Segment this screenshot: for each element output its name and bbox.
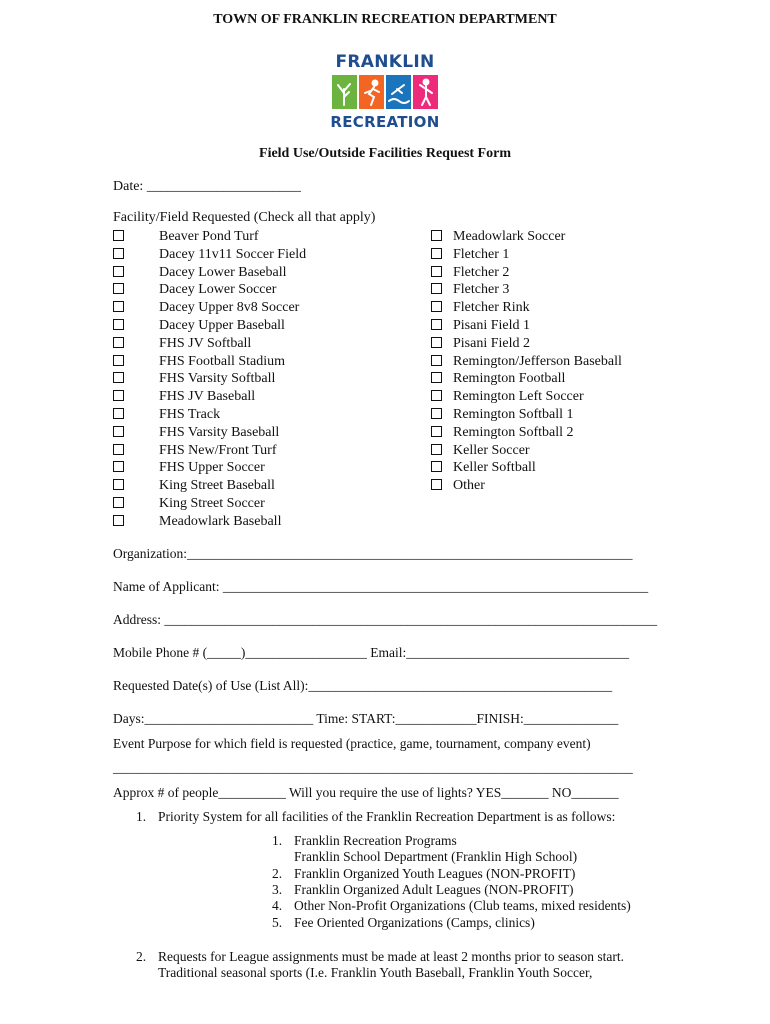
facility-label: FHS JV Baseball — [159, 389, 256, 405]
facility-label: Remington Softball 1 — [453, 407, 574, 422]
facility-checkbox[interactable] — [431, 319, 442, 330]
facility-checkbox[interactable] — [431, 266, 442, 277]
address-field[interactable]: Address: _________________________________________________________________________ — [113, 612, 658, 627]
franklin-recreation-logo — [329, 52, 441, 132]
list-item — [272, 882, 573, 898]
facility-checkbox[interactable] — [431, 426, 442, 437]
facility-checkbox[interactable] — [113, 248, 124, 259]
facility-checkbox[interactable] — [113, 497, 124, 508]
facility-label: Pisani Field 2 — [453, 335, 531, 351]
facility-checkbox[interactable] — [431, 479, 442, 490]
facility-label: Fletcher Rink — [453, 300, 530, 316]
facility-checkbox[interactable] — [113, 230, 124, 241]
facility-checkbox[interactable] — [113, 461, 124, 472]
facility-label: Dacey Lower Baseball — [159, 264, 287, 280]
facility-checkbox[interactable] — [113, 515, 124, 526]
list-item-text: Franklin Organized Adult Leagues (NON-PROFIT) — [294, 881, 574, 897]
facility-checkbox[interactable] — [431, 372, 442, 383]
list-item-text: Franklin Recreation Programs — [294, 833, 457, 848]
page-title: TOWN OF FRANKLIN RECREATION DEPARTMENT — [213, 12, 557, 27]
facility-checkbox[interactable] — [113, 283, 124, 294]
facility-checkbox[interactable] — [113, 266, 124, 277]
facility-label: Dacey 11v11 Soccer Field — [159, 246, 307, 262]
list-item-text: Franklin Organized Youth Leagues (NON-PROFIT) — [294, 865, 576, 881]
facility-label: Dacey Lower Soccer — [159, 282, 277, 298]
list-number: 1. — [272, 833, 283, 848]
date-field[interactable]: Date: ______________________ — [113, 179, 301, 194]
facility-label: FHS Upper Soccer — [159, 460, 265, 476]
facility-label: Keller Softball — [453, 460, 536, 476]
facility-label: Meadowlark Baseball — [159, 513, 282, 529]
facility-checkbox[interactable] — [113, 444, 124, 455]
facility-checkbox[interactable] — [431, 248, 442, 259]
list-number: 2. — [272, 865, 283, 881]
facility-header: Facility/Field Requested (Check all that apply) — [113, 210, 376, 225]
facility-label: Fletcher 3 — [453, 282, 510, 298]
phone-email-field[interactable]: Mobile Phone # (_____)__________________ Email:_________________________________ — [113, 645, 629, 660]
facility-label: FHS Football Stadium — [159, 353, 286, 369]
facility-checkbox[interactable] — [431, 444, 442, 455]
facility-checkbox[interactable] — [431, 230, 442, 241]
list-number: 3. — [272, 881, 283, 897]
facility-checkbox[interactable] — [113, 355, 124, 366]
facility-label: FHS Track — [159, 407, 221, 422]
list-item — [272, 849, 577, 865]
facility-label: FHS New/Front Turf — [159, 442, 277, 458]
requests-line-1: Requests for League assignments must be made at least 2 months prior to season start. — [158, 949, 625, 964]
form-title: Field Use/Outside Facilities Request Form — [259, 146, 511, 161]
event-purpose-field[interactable]: _____________________________________________________________________________ — [113, 760, 633, 775]
applicant-name-field[interactable]: Name of Applicant: _______________________________________________________________ — [113, 579, 649, 594]
facility-label: Keller Soccer — [453, 442, 530, 458]
facility-checkbox[interactable] — [431, 408, 442, 419]
requests-paragraph — [136, 949, 624, 965]
organization-field[interactable]: Organization:__________________________________________________________________ — [113, 546, 633, 561]
facility-label: Remington/Jefferson Baseball — [453, 353, 622, 369]
facility-checkbox[interactable] — [431, 283, 442, 294]
facility-checkbox[interactable] — [113, 426, 124, 437]
logo-bottom-text: RECREATION — [330, 113, 440, 131]
facility-label: FHS Varsity Baseball — [159, 424, 280, 440]
facility-label: Remington Football — [453, 371, 566, 387]
facility-label: King Street Soccer — [159, 496, 265, 511]
requests-line-2: Traditional seasonal sports (I.e. Franklin Youth Baseball, Franklin Youth Soccer, — [158, 965, 593, 980]
list-item — [272, 866, 575, 882]
facility-checkbox[interactable] — [431, 301, 442, 312]
facility-label: Pisani Field 1 — [453, 318, 531, 333]
list-number: 1. — [136, 809, 147, 824]
days-time-field[interactable]: Days:_________________________ Time: START:____________FINISH:______________ — [113, 711, 619, 726]
facility-label: Other — [453, 478, 485, 494]
logo-sport-icons — [332, 75, 438, 109]
list-number: 5. — [272, 914, 283, 930]
facility-label: Remington Left Soccer — [453, 389, 584, 405]
facility-checkbox[interactable] — [113, 337, 124, 348]
facility-checkbox[interactable] — [113, 319, 124, 330]
list-item-text: Other Non-Profit Organizations (Club teams, mixed residents) — [294, 898, 631, 914]
logo-top-text: FRANKLIN — [335, 52, 435, 72]
requested-dates-field[interactable]: Requested Date(s) of Use (List All):_____________________________________________ — [113, 678, 613, 693]
list-number: 4. — [272, 898, 283, 914]
facility-label: King Street Baseball — [159, 478, 275, 494]
list-number: 2. — [136, 949, 147, 964]
list-item-text: Fee Oriented Organizations (Camps, clinics) — [294, 914, 535, 930]
facility-label: Fletcher 2 — [453, 264, 510, 280]
list-item-text: Franklin School Department (Franklin High School) — [294, 849, 578, 865]
facility-label: Dacey Upper 8v8 Soccer — [159, 300, 300, 316]
facility-label: Remington Softball 2 — [453, 424, 574, 440]
priority-heading — [136, 809, 615, 825]
list-item — [272, 915, 535, 931]
facility-label: FHS JV Softball — [159, 335, 252, 351]
facility-checkbox[interactable] — [113, 408, 124, 419]
facility-checkbox[interactable] — [113, 301, 124, 312]
facility-checkbox[interactable] — [113, 390, 124, 401]
facility-label: FHS Varsity Softball — [159, 371, 276, 387]
attendance-lights-field[interactable]: Approx # of people__________ Will you require the use of lights? YES_______ NO_______ — [113, 785, 619, 800]
facility-checkbox[interactable] — [431, 461, 442, 472]
facility-checkbox[interactable] — [113, 372, 124, 383]
facility-checkbox[interactable] — [113, 479, 124, 490]
facility-checkbox[interactable] — [431, 355, 442, 366]
list-item — [272, 898, 631, 914]
facility-label: Dacey Upper Baseball — [159, 318, 285, 333]
facility-checkbox[interactable] — [431, 337, 442, 348]
facility-label: Meadowlark Soccer — [453, 229, 566, 244]
list-item — [272, 833, 457, 849]
facility-label: Fletcher 1 — [453, 246, 510, 262]
priority-text: Priority System for all facilities of the Franklin Recreation Department is as follows: — [158, 809, 616, 824]
facility-checkbox[interactable] — [431, 390, 442, 401]
event-purpose-label: Event Purpose for which field is requested (practice, game, tournament, company event) — [113, 736, 591, 751]
facility-label: Beaver Pond Turf — [159, 229, 259, 244]
logo-tile-swimmer — [386, 75, 411, 109]
